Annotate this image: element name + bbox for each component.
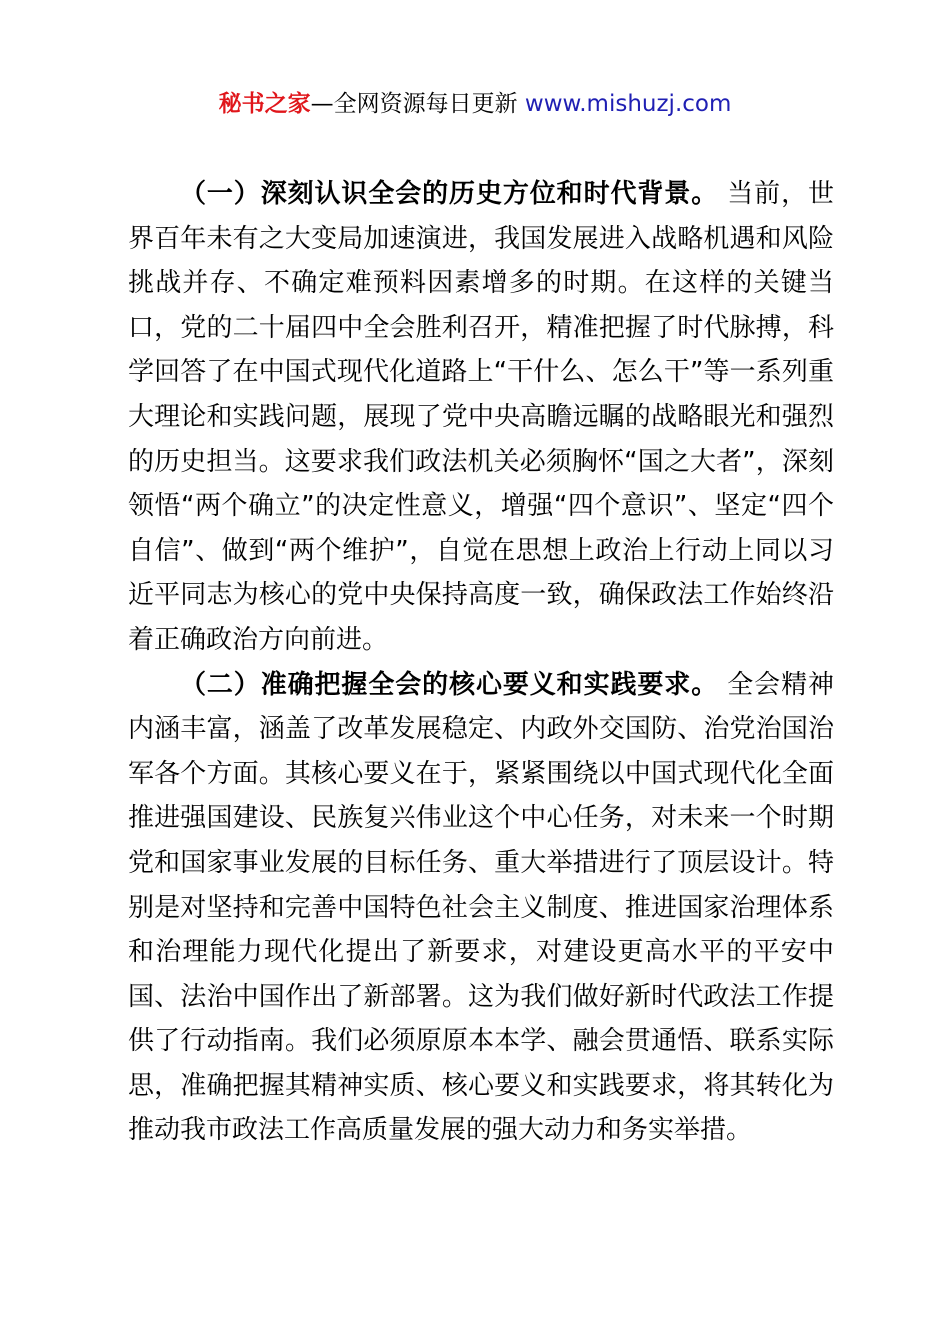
site-brand: 秘书之家 <box>218 91 311 117</box>
paragraph-1-text: 当前，世界百年未有之大变局加速演进，我国发展进入战略机遇和风险挑战并存、不确定难预料因素增多的时期。在这样的关键当口，党的二十届四中全会胜利召开，精准把握了时代脉搏，科学回答了在中国式现代化道路上“干什么、怎么干”等一系列重大理论和实践问题，展现了党中央高瞻远瞩的战略眼光和强烈的历史担当。这要求我们政法机关必须胸怀“国之大者”，深刻领悟“两个确立”的决定性意义，增强“四个意识”、坚定“四个自信”、做到“两个维护”，自觉在思想上政治上行动上同以习近平同志为核心的党中央保持高度一致，确保政法工作始终沿着正确政治方向前进。 <box>128 179 834 655</box>
site-header <box>0 88 950 120</box>
paragraph-2-text: 全会精神内涵丰富，涵盖了改革发展稳定、内政外交国防、治党治国治军各个方面。其核心要义在于，紧紧围绕以中国式现代化全面推进强国建设、民族复兴伟业这个中心任务，对未来一个时期党和国家事业发展的目标任务、重大举措进行了顶层设计。特别是对坚持和完善中国特色社会主义制度、推进国家治理体系和治理能力现代化提出了新要求，对建设更高水平的平安中国、法治中国作出了新部署。这为我们做好新时代政法工作提供了行动指南。我们必须原原本本学、融会贯通悟、联系实际思，准确把握其精神实质、核心要义和实践要求，将其转化为推动我市政法工作高质量发展的强大动力和务实举措。 <box>128 669 834 1146</box>
document-body <box>128 172 834 1153</box>
paragraph-2-heading: （二）准确把握全会的核心要义和实践要求。 <box>180 669 719 700</box>
paragraph-2 <box>128 663 834 1154</box>
paragraph-1-heading: （一）深刻认识全会的历史方位和时代背景。 <box>180 179 719 209</box>
site-url: www.mishuzj.com <box>524 91 732 117</box>
site-tagline: —全网资源每日更新 <box>310 91 525 117</box>
paragraph-1 <box>128 172 834 663</box>
